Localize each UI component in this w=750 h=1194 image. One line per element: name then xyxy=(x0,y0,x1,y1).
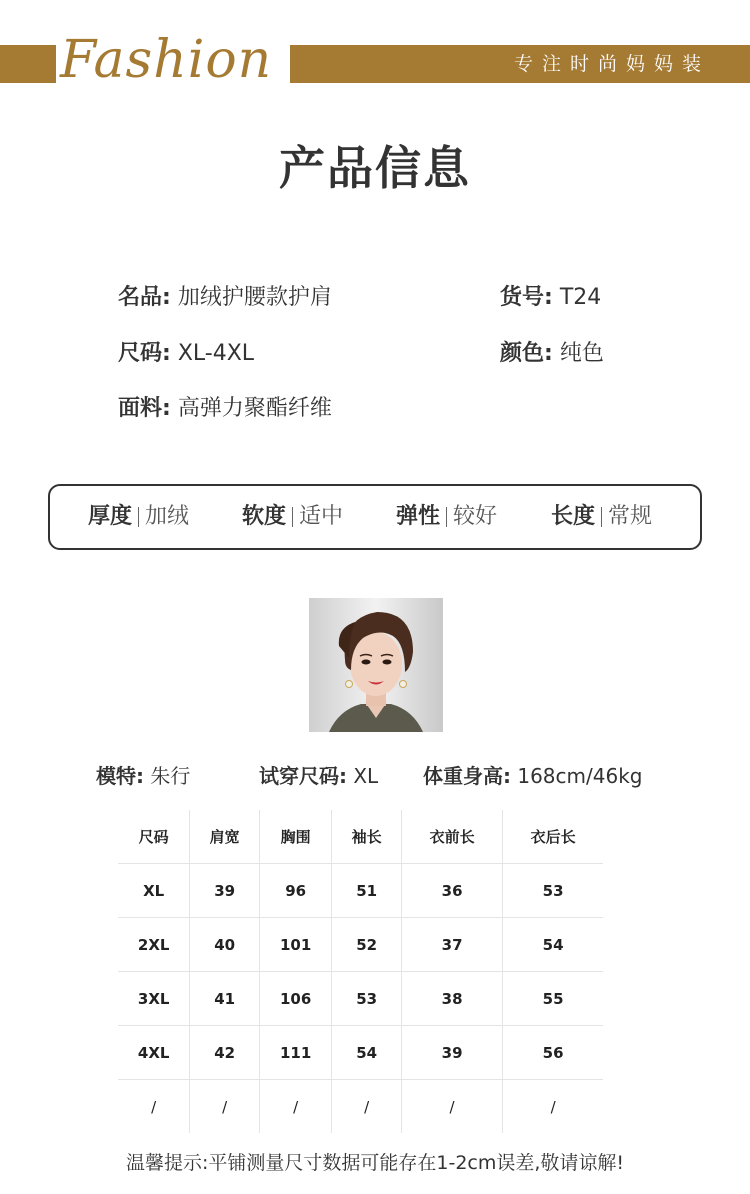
attribute-box xyxy=(48,484,702,550)
table-cell: 2XL xyxy=(118,918,190,972)
info-size xyxy=(118,336,254,367)
info-item-no-value: T24 xyxy=(559,285,602,310)
table-row xyxy=(118,972,603,1026)
attribute-softness xyxy=(242,486,343,548)
table-header-cell: 衣后长 xyxy=(503,810,603,864)
model-body-value: 168cm/46kg xyxy=(517,764,643,788)
table-row xyxy=(118,864,603,918)
table-cell: / xyxy=(259,1080,331,1134)
info-item-no-label: 货号: xyxy=(500,285,553,310)
table-cell: 37 xyxy=(401,918,502,972)
table-cell: 42 xyxy=(190,1026,260,1080)
table-header-cell: 袖长 xyxy=(332,810,402,864)
measurement-tip: 温馨提示:平铺测量尺寸数据可能存在1-2cm误差,敬请谅解! xyxy=(125,1152,625,1174)
model-name-value: 朱行 xyxy=(150,764,191,788)
header-bar-left xyxy=(0,45,56,83)
info-color xyxy=(500,336,604,367)
table-header-cell: 肩宽 xyxy=(190,810,260,864)
model-trial-size-label: 试穿尺码: xyxy=(259,764,347,788)
table-cell: / xyxy=(503,1080,603,1134)
info-color-label: 颜色: xyxy=(500,341,553,366)
info-color-value: 纯色 xyxy=(559,341,604,366)
table-cell: 41 xyxy=(190,972,260,1026)
attribute-value: 常规 xyxy=(608,504,653,529)
info-name-label: 名品: xyxy=(118,285,171,310)
info-name xyxy=(118,280,332,311)
table-cell: / xyxy=(151,1097,157,1116)
table-row xyxy=(118,1080,603,1134)
model-name xyxy=(96,760,190,789)
table-header-cell: 尺码 xyxy=(118,810,190,864)
table-row xyxy=(118,1026,603,1080)
attribute-label: 厚度 xyxy=(88,504,133,529)
brand-logo-text: Fashion xyxy=(60,30,273,90)
attribute-value: 较好 xyxy=(453,504,498,529)
table-cell: 38 xyxy=(401,972,502,1026)
table-cell: 52 xyxy=(332,918,402,972)
table-cell: 53 xyxy=(503,864,603,918)
divider xyxy=(601,507,602,527)
model-trial-size xyxy=(259,760,378,789)
table-header-cell: 胸围 xyxy=(259,810,331,864)
info-size-label: 尺码: xyxy=(118,341,171,366)
table-cell: 55 xyxy=(503,972,603,1026)
model-body-label: 体重身高: xyxy=(423,764,511,788)
info-name-value: 加绒护腰款护肩 xyxy=(177,285,332,310)
table-cell: XL xyxy=(118,864,190,918)
info-fabric-value: 高弹力聚酯纤维 xyxy=(177,396,332,421)
table-header-cell: 衣前长 xyxy=(401,810,502,864)
model-photo xyxy=(309,598,443,732)
table-cell: 56 xyxy=(503,1026,603,1080)
table-header-row xyxy=(118,810,603,864)
info-fabric-label: 面料: xyxy=(118,396,171,421)
table-cell: 4XL xyxy=(118,1026,190,1080)
divider xyxy=(138,507,139,527)
table-cell: 101 xyxy=(259,918,331,972)
table-row xyxy=(118,918,603,972)
divider xyxy=(446,507,447,527)
size-table xyxy=(118,810,603,1133)
info-fabric xyxy=(118,391,332,422)
table-cell: / xyxy=(190,1080,260,1134)
attribute-elasticity xyxy=(396,486,497,548)
attribute-value: 适中 xyxy=(299,504,344,529)
table-cell: 54 xyxy=(503,918,603,972)
model-name-label: 模特: xyxy=(96,764,144,788)
attribute-label: 长度 xyxy=(551,504,596,529)
table-cell: 40 xyxy=(190,918,260,972)
table-cell: 106 xyxy=(259,972,331,1026)
page-title: 产品信息 xyxy=(279,141,471,195)
table-cell: 54 xyxy=(332,1026,402,1080)
table-cell: 53 xyxy=(332,972,402,1026)
table-cell: 111 xyxy=(259,1026,331,1080)
table-cell: 3XL xyxy=(118,972,190,1026)
table-cell: 39 xyxy=(401,1026,502,1080)
table-cell: / xyxy=(332,1080,402,1134)
divider xyxy=(292,507,293,527)
attribute-label: 软度 xyxy=(242,504,287,529)
attribute-length xyxy=(551,486,652,548)
table-cell: 39 xyxy=(190,864,260,918)
table-cell: 36 xyxy=(401,864,502,918)
attribute-value: 加绒 xyxy=(145,504,190,529)
table-cell: 51 xyxy=(332,864,402,918)
model-body xyxy=(423,760,642,789)
info-size-value: XL-4XL xyxy=(177,341,255,366)
attribute-thickness xyxy=(88,486,189,548)
model-portrait-icon xyxy=(309,598,443,732)
attribute-label: 弹性 xyxy=(396,504,441,529)
model-trial-size-value: XL xyxy=(353,764,379,788)
table-cell: 96 xyxy=(259,864,331,918)
header-slogan: 专注时尚妈妈装 xyxy=(513,53,710,75)
info-item-no xyxy=(500,280,601,311)
table-cell: / xyxy=(401,1080,502,1134)
